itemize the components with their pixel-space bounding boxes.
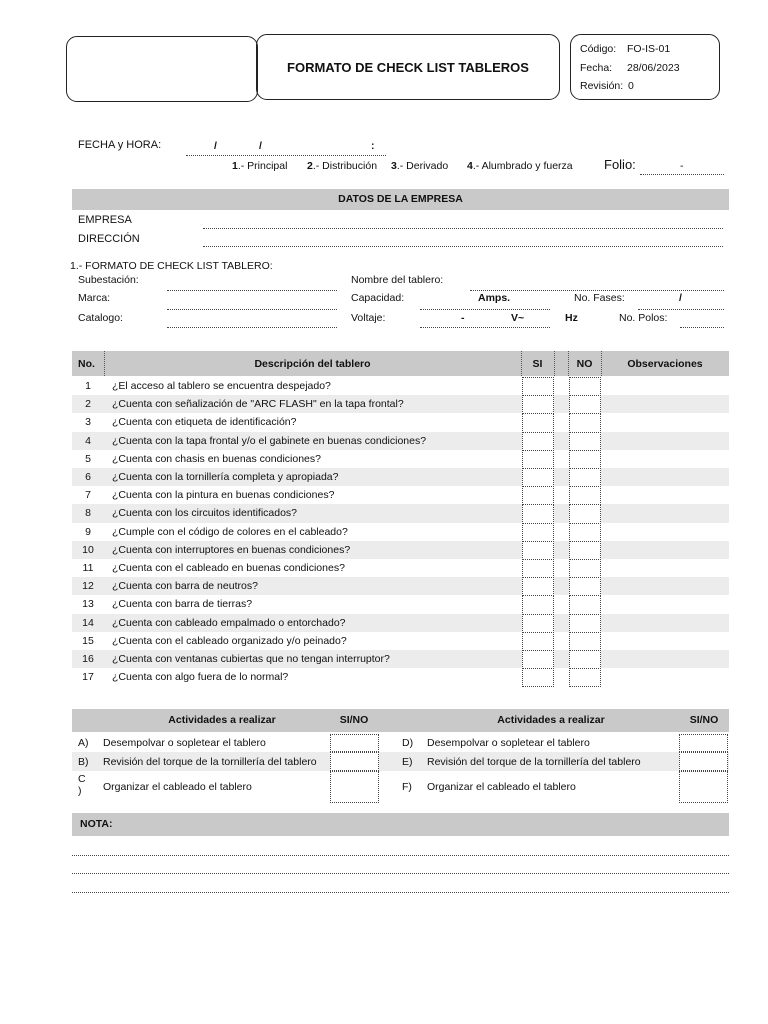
actividad-text: Revisión del torque de la tornillería del tablero xyxy=(103,755,317,768)
row-question: ¿Cuenta con interruptores en buenas condiciones? xyxy=(112,543,351,556)
no-checkbox[interactable] xyxy=(569,432,601,451)
document-title: FORMATO DE CHECK LIST TABLEROS xyxy=(287,60,529,75)
actividad-letter: C ) xyxy=(78,773,86,797)
row-number: 12 xyxy=(82,580,94,593)
table-row xyxy=(72,650,729,668)
si-checkbox[interactable] xyxy=(522,614,554,633)
voltaje-field[interactable] xyxy=(420,327,550,328)
option-derivado xyxy=(391,160,448,172)
col-header-observaciones: Observaciones xyxy=(627,358,703,370)
nota-line-2[interactable] xyxy=(72,873,729,874)
option-4-text: .- Alumbrado y fuerza xyxy=(472,160,573,172)
si-checkbox[interactable] xyxy=(522,577,554,596)
option-principal xyxy=(232,160,287,172)
direccion-field[interactable] xyxy=(203,246,723,247)
observaciones-cell[interactable] xyxy=(602,668,729,686)
option-1-text: .- Principal xyxy=(237,160,288,172)
nota-line-1[interactable] xyxy=(72,855,729,856)
row-question: ¿Cuenta con la tapa frontal y/o el gabinete en buenas condiciones? xyxy=(112,434,427,447)
option-3-text: .- Derivado xyxy=(396,160,449,172)
actividades-title-left: Actividades a realizar xyxy=(168,714,276,726)
nota-header-band xyxy=(72,813,729,836)
table-row xyxy=(72,577,729,595)
fecha-label: Fecha: xyxy=(580,62,613,74)
no-checkbox[interactable] xyxy=(569,541,601,560)
option-4-number: 4 xyxy=(467,160,473,172)
observaciones-cell[interactable] xyxy=(602,377,729,395)
no-checkbox[interactable] xyxy=(569,377,601,396)
nota-line-3[interactable] xyxy=(72,892,729,893)
table-row xyxy=(72,595,729,613)
actividad-letter: A) xyxy=(78,737,89,749)
row-question: ¿El acceso al tablero se encuentra despejado? xyxy=(112,380,331,392)
actividad-text: Organizar el cableado el tablero xyxy=(103,781,252,793)
tablero-section-title: 1.- FORMATO DE CHECK LIST TABLERO: xyxy=(70,260,273,272)
folio-field[interactable] xyxy=(640,174,724,175)
actividad-text: Revisión del torque de la tornillería del tablero xyxy=(427,755,641,768)
no-checkbox[interactable] xyxy=(569,668,601,687)
option-3-number: 3 xyxy=(391,160,397,172)
actividad-text: Organizar el cableado el tablero xyxy=(427,781,576,793)
table-row xyxy=(72,504,729,522)
table-row xyxy=(72,541,729,559)
row-number: 7 xyxy=(85,489,91,502)
no-checkbox[interactable] xyxy=(569,614,601,633)
observaciones-cell[interactable] xyxy=(602,559,729,577)
empresa-label: EMPRESA xyxy=(78,214,132,226)
row-question: ¿Cuenta con el cableado organizado y/o peinado? xyxy=(112,634,347,647)
observaciones-cell[interactable] xyxy=(602,650,729,668)
row-number: 11 xyxy=(82,562,94,574)
actividad-text: Desempolvar o sopletear el tablero xyxy=(427,737,590,749)
actividad-sino-box[interactable] xyxy=(679,771,728,803)
catalogo-label: Catalogo: xyxy=(78,312,123,324)
si-checkbox[interactable] xyxy=(522,450,554,469)
table-row xyxy=(72,450,729,468)
table-row xyxy=(72,432,729,450)
option-distribucion xyxy=(307,160,377,172)
fecha-value: 28/06/2023 xyxy=(627,62,680,74)
revision-label: Revisión: xyxy=(580,80,624,92)
si-checkbox[interactable] xyxy=(522,559,554,578)
observaciones-cell[interactable] xyxy=(602,395,729,413)
row-question: ¿Cumple con el código de colores en el cableado? xyxy=(112,525,348,538)
si-checkbox[interactable] xyxy=(522,523,554,542)
row-number: 13 xyxy=(82,598,94,611)
revision-value: 0 xyxy=(628,80,634,92)
si-checkbox[interactable] xyxy=(522,432,554,451)
observaciones-cell[interactable] xyxy=(602,577,729,595)
actividades-sino-left: SI/NO xyxy=(339,714,369,726)
voltaje-dash: - xyxy=(461,312,465,324)
row-question: ¿Cuenta con ventanas cubiertas que no tengan interruptor? xyxy=(112,653,390,665)
observaciones-cell[interactable] xyxy=(602,504,729,522)
actividad-letter: E) xyxy=(402,755,413,768)
si-checkbox[interactable] xyxy=(522,413,554,432)
table-row xyxy=(72,413,729,431)
col-header-si: SI xyxy=(532,358,543,370)
no-checkbox[interactable] xyxy=(569,650,601,669)
row-number: 6 xyxy=(85,471,91,483)
row-number: 2 xyxy=(85,398,91,411)
table-row xyxy=(72,614,729,632)
si-checkbox[interactable] xyxy=(522,486,554,505)
actividades-title-right: Actividades a realizar xyxy=(497,714,605,726)
subestacion-field[interactable] xyxy=(167,290,337,291)
row-question: ¿Cuenta con el cableado en buenas condiciones? xyxy=(112,562,345,574)
actividad-text: Desempolvar o sopletear el tablero xyxy=(103,737,266,749)
no-checkbox[interactable] xyxy=(569,395,601,414)
no-checkbox[interactable] xyxy=(569,523,601,542)
option-2-text: .- Distribución xyxy=(312,160,378,172)
no-checkbox[interactable] xyxy=(569,577,601,596)
capacidad-field[interactable] xyxy=(420,309,550,310)
fases-label: No. Fases: xyxy=(574,292,625,304)
row-number: 9 xyxy=(85,525,91,538)
no-checkbox[interactable] xyxy=(569,450,601,469)
nombre-tablero-field[interactable] xyxy=(470,290,724,291)
option-2-number: 2 xyxy=(307,160,313,172)
row-number: 4 xyxy=(85,434,91,447)
table-row xyxy=(72,559,729,577)
observaciones-cell[interactable] xyxy=(602,614,729,632)
observaciones-cell[interactable] xyxy=(602,523,729,541)
voltaje-label: Voltaje: xyxy=(351,312,386,324)
actividad-sino-box[interactable] xyxy=(330,752,379,771)
no-checkbox[interactable] xyxy=(569,413,601,432)
folio-value: - xyxy=(680,160,684,172)
table-row xyxy=(72,523,729,541)
row-question: ¿Cuenta con barra de tierras? xyxy=(112,598,253,611)
fecha-hora-field[interactable] xyxy=(186,155,386,156)
amps-label: Amps. xyxy=(478,292,511,304)
no-checkbox[interactable] xyxy=(569,595,601,614)
no-checkbox[interactable] xyxy=(569,504,601,523)
row-number: 17 xyxy=(82,671,94,684)
observaciones-cell[interactable] xyxy=(602,486,729,504)
no-checkbox[interactable] xyxy=(569,632,601,651)
empresa-section-title: DATOS DE LA EMPRESA xyxy=(338,193,463,205)
fases-field[interactable] xyxy=(638,309,724,310)
observaciones-cell[interactable] xyxy=(602,432,729,450)
capacidad-label: Capacidad: xyxy=(351,292,405,304)
si-checkbox[interactable] xyxy=(522,668,554,687)
row-number: 5 xyxy=(85,452,91,465)
logo-box xyxy=(66,36,258,102)
catalogo-field[interactable] xyxy=(167,327,337,328)
table-row xyxy=(72,468,729,486)
table-row xyxy=(72,668,729,686)
actividades-sino-right: SI/NO xyxy=(689,714,719,726)
date-slash-1: / xyxy=(214,140,217,152)
row-question: ¿Cuenta con barra de neutros? xyxy=(112,580,258,593)
si-checkbox[interactable] xyxy=(522,632,554,651)
row-number: 1 xyxy=(85,380,91,392)
observaciones-cell[interactable] xyxy=(602,468,729,486)
no-checkbox[interactable] xyxy=(569,468,601,487)
date-slash-2: / xyxy=(259,140,262,152)
actividad-letter: D) xyxy=(402,737,414,749)
folio-label: Folio: xyxy=(604,157,636,172)
row-question: ¿Cuenta con señalización de "ARC FLASH" en la tapa frontal? xyxy=(112,398,404,411)
si-checkbox[interactable] xyxy=(522,468,554,487)
actividad-sino-box[interactable] xyxy=(330,734,379,752)
si-checkbox[interactable] xyxy=(522,541,554,560)
row-number: 16 xyxy=(82,653,94,665)
table-row xyxy=(72,486,729,504)
table-row xyxy=(72,632,729,650)
empresa-field[interactable] xyxy=(203,228,723,229)
no-checkbox[interactable] xyxy=(569,559,601,578)
row-question: ¿Cuenta con etiqueta de identificación? xyxy=(112,416,297,429)
observaciones-cell[interactable] xyxy=(602,450,729,468)
row-question: ¿Cuenta con cableado empalmado o entorchado? xyxy=(112,616,346,629)
actividad-letter: B) xyxy=(78,755,89,768)
table-row xyxy=(72,395,729,413)
option-1-number: 1 xyxy=(232,160,238,172)
nombre-tablero-label: Nombre del tablero: xyxy=(351,274,444,286)
row-number: 10 xyxy=(82,543,94,556)
no-checkbox[interactable] xyxy=(569,486,601,505)
row-number: 14 xyxy=(82,616,94,629)
codigo-label: Código: xyxy=(580,43,617,55)
nota-label: NOTA: xyxy=(80,818,113,830)
actividad-sino-box[interactable] xyxy=(330,771,379,803)
polos-field[interactable] xyxy=(680,327,724,328)
marca-label: Marca: xyxy=(78,292,111,304)
checklist-header-divider-3 xyxy=(554,351,555,376)
row-question: ¿Cuenta con chasis en buenas condiciones? xyxy=(112,452,321,465)
actividad-sino-box[interactable] xyxy=(679,734,728,752)
row-number: 8 xyxy=(85,507,91,520)
row-question: ¿Cuenta con la tornillería completa y apropiada? xyxy=(112,471,339,483)
fecha-hora-label: FECHA y HORA: xyxy=(78,139,162,151)
fases-slash: / xyxy=(679,292,682,304)
row-question: ¿Cuenta con la pintura en buenas condiciones? xyxy=(112,489,335,502)
row-question: ¿Cuenta con los circuitos identificados? xyxy=(112,507,298,520)
table-row xyxy=(72,377,729,395)
actividad-sino-box[interactable] xyxy=(679,752,728,771)
col-header-no: No. xyxy=(78,358,95,370)
si-checkbox[interactable] xyxy=(522,595,554,614)
direccion-label: DIRECCIÓN xyxy=(78,233,140,245)
si-checkbox[interactable] xyxy=(522,504,554,523)
observaciones-cell[interactable] xyxy=(602,632,729,650)
volt-unit: V~ xyxy=(511,312,525,324)
observaciones-cell[interactable] xyxy=(602,413,729,431)
col-header-descripcion: Descripción del tablero xyxy=(254,358,371,370)
actividad-letter: F) xyxy=(402,781,412,793)
row-number: 3 xyxy=(85,416,91,429)
marca-field[interactable] xyxy=(167,309,337,310)
col-header-no-answer: NO xyxy=(576,358,593,370)
observaciones-cell[interactable] xyxy=(602,595,729,613)
codigo-value: FO-IS-01 xyxy=(627,43,671,55)
si-checkbox[interactable] xyxy=(522,395,554,414)
row-question: ¿Cuenta con algo fuera de lo normal? xyxy=(112,671,289,684)
si-checkbox[interactable] xyxy=(522,377,554,396)
si-checkbox[interactable] xyxy=(522,650,554,669)
hz-label: Hz xyxy=(565,312,578,324)
subestacion-label: Subestación: xyxy=(78,274,139,286)
polos-label: No. Polos: xyxy=(619,312,668,324)
option-alumbrado xyxy=(467,160,573,172)
observaciones-cell[interactable] xyxy=(602,541,729,559)
row-number: 15 xyxy=(82,634,94,647)
time-colon: : xyxy=(371,140,375,152)
